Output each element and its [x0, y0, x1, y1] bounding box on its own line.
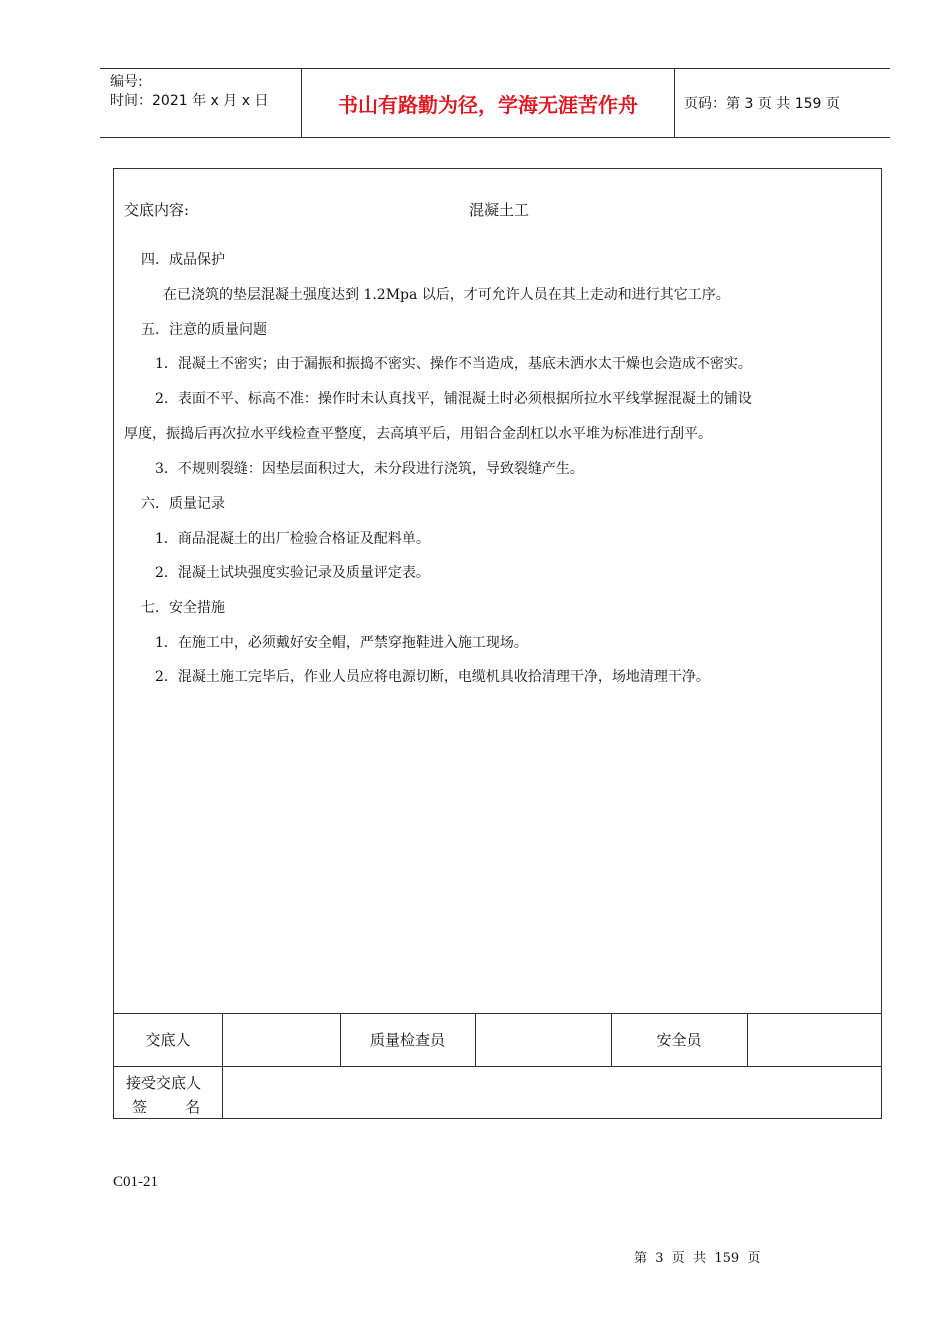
header-meta — [110, 73, 268, 111]
section-heading: 七．安全措施 — [141, 600, 225, 616]
page-header — [100, 68, 890, 138]
header-divider — [674, 69, 675, 137]
header-page-info: 页码：第 3 页 共 159 页 — [684, 96, 840, 112]
section-heading: 四．成品保护 — [141, 252, 225, 268]
receiver-label-line2: 签 名 — [132, 1098, 201, 1116]
paragraph-line: 3．不规则裂缝：因垫层面积过大，未分段进行浇筑，导致裂缝产生。 — [155, 461, 584, 477]
footer-page-number: 第 3 页 共 159 页 — [634, 1251, 761, 1266]
quality-inspector-signature-field[interactable] — [475, 1013, 611, 1066]
time-label: 时间：2021 年 x 月 x 日 — [110, 93, 269, 109]
header-motto: 书山有路勤为径，学海无涯苦作舟 — [338, 92, 638, 117]
disclosure-form — [113, 168, 882, 1119]
paragraph-line: 2．混凝土试块强度实验记录及质量评定表。 — [155, 565, 430, 581]
content-label: 交底内容: — [124, 201, 190, 219]
paragraph-line: 1．在施工中，必须戴好安全帽，严禁穿拖鞋进入施工现场。 — [155, 635, 528, 651]
document-topic: 混凝土工 — [469, 201, 530, 219]
paragraph-line: 1．商品混凝土的出厂检验合格证及配料单。 — [155, 531, 430, 547]
receiver-label-line1: 接受交底人 — [126, 1074, 202, 1092]
discloser-signature-field[interactable] — [222, 1013, 340, 1066]
paragraph-line: 1．混凝土不密实；由于漏振和振捣不密实、操作不当造成，基底未洒水太干燥也会造成不密实。 — [155, 356, 752, 372]
safety-officer-label: 安全员 — [656, 1031, 702, 1049]
safety-officer-signature-field[interactable] — [747, 1013, 881, 1066]
disclosure-content — [114, 169, 881, 1013]
paragraph-line: 2．混凝土施工完毕后，作业人员应将电源切断，电缆机具收拾清理干净，场地清理干净。 — [155, 669, 710, 685]
section-heading: 五．注意的质量问题 — [141, 322, 267, 338]
receiver-signature-field[interactable] — [222, 1066, 881, 1119]
section-heading: 六．质量记录 — [141, 496, 225, 512]
paragraph-line: 2．表面不平、标高不准：操作时未认真找平，铺混凝土时必须根据所拉水平线掌握混凝土的铺设 — [155, 391, 752, 407]
discloser-label: 交底人 — [145, 1031, 191, 1049]
paragraph-line: 厚度，振捣后再次拉水平线检查平整度，去高填平后，用铝合金刮杠以水平堆为标准进行刮平。 — [124, 426, 712, 442]
paragraph-line: 在已浇筑的垫层混凝土强度达到 1.2Mpa 以后，才可允许人员在其上走动和进行其它工序。 — [163, 287, 730, 303]
quality-inspector-label: 质量检查员 — [369, 1031, 445, 1049]
receiver-label — [114, 1067, 222, 1119]
serial-label: 编号: — [110, 74, 143, 90]
form-code: C01-21 — [113, 1174, 158, 1190]
